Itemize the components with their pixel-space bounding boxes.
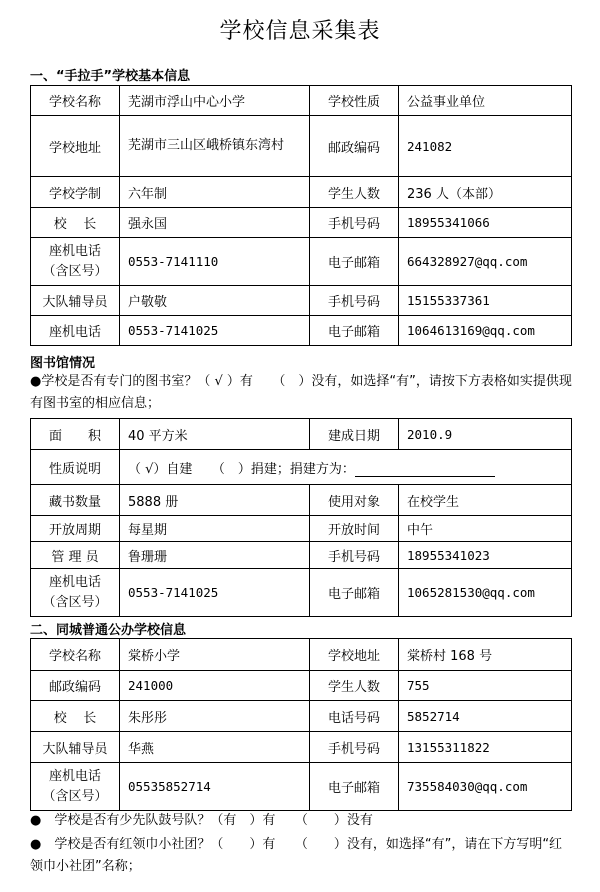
field-label: 电子邮箱 <box>310 316 399 346</box>
field-label: 管 理 员 <box>31 542 120 569</box>
field-label: 手机号码 <box>310 208 399 238</box>
field-label: 大队辅导员 <box>31 732 120 763</box>
section-heading-library: 图书馆情况 <box>30 356 96 371</box>
table-row <box>31 569 572 617</box>
page-title: 学校信息采集表 <box>219 19 381 44</box>
table-row <box>31 763 572 811</box>
field-label: 学生人数 <box>310 177 399 208</box>
field-label: 性质说明 <box>31 450 120 485</box>
table-row <box>31 485 572 516</box>
field-label: 学校性质 <box>310 86 399 116</box>
table-row <box>31 86 572 116</box>
field-value <box>120 450 572 485</box>
field-value: 鲁珊珊 <box>120 542 310 569</box>
field-label: 手机号码 <box>310 286 399 316</box>
table-row <box>31 286 572 316</box>
club-question: ● 学校是否有红领巾小社团？（ ）有 （ ）没有，如选择“有”，请在下方写明“红领巾小社团”名称； <box>30 837 563 874</box>
field-label: 建成日期 <box>310 419 399 450</box>
field-value: 735584030@qq.com <box>399 763 572 811</box>
field-value: 朱彤彤 <box>120 701 310 732</box>
field-value: 241082 <box>399 116 572 177</box>
basic-info-table <box>30 85 572 346</box>
field-value: 强永国 <box>120 208 310 238</box>
field-label: 学校名称 <box>31 639 120 671</box>
field-value: 芜湖市三山区峨桥镇东湾村 <box>120 116 310 177</box>
field-value: 241000 <box>120 671 310 701</box>
table-row <box>31 516 572 542</box>
field-value: 0553-7141110 <box>120 238 310 286</box>
table-row <box>31 542 572 569</box>
field-value: 芜湖市浮山中心小学 <box>120 86 310 116</box>
field-label-line: （含区号） <box>42 594 108 610</box>
table-row <box>31 177 572 208</box>
table-row <box>31 639 572 671</box>
field-value: 棠桥小学 <box>120 639 310 671</box>
field-value: 在校学生 <box>399 485 572 516</box>
field-label: 藏书数量 <box>31 485 120 516</box>
library-question: ●学校是否有专门的图书室？（ √ ）有 （ ）没有，如选择“有”，请按下方表格如实提供现有图书室的相应信息； <box>30 374 572 411</box>
field-label: 手机号码 <box>310 732 399 763</box>
drum-team-question: ● 学校是否有少先队鼓号队？（有 ）有 （ ）没有 <box>30 813 373 828</box>
table-row <box>31 732 572 763</box>
field-value: 05535852714 <box>120 763 310 811</box>
field-label: 开放周期 <box>31 516 120 542</box>
field-label <box>31 763 120 811</box>
field-label: 电话号码 <box>310 701 399 732</box>
field-label: 开放时间 <box>310 516 399 542</box>
field-value: 0553-7141025 <box>120 316 310 346</box>
field-label-line: 座机电话 <box>48 243 101 259</box>
field-label-line: （含区号） <box>42 788 108 804</box>
field-label: 使用对象 <box>310 485 399 516</box>
field-label <box>31 238 120 286</box>
field-value: 13155311822 <box>399 732 572 763</box>
field-value: 棠桥村 168 号 <box>399 639 572 671</box>
field-value: 六年制 <box>120 177 310 208</box>
field-label-line: 座机电话 <box>48 768 101 784</box>
nature-text: （ √）自建 （ ）捐建；捐建方为： <box>128 461 355 477</box>
field-value: 0553-7141025 <box>120 569 310 617</box>
field-value: 40 平方米 <box>120 419 310 450</box>
field-label: 校 长 <box>31 701 120 732</box>
field-label-line: 座机电话 <box>48 574 101 590</box>
field-label: 邮政编码 <box>310 116 399 177</box>
field-value: 2010.9 <box>399 419 572 450</box>
field-label: 邮政编码 <box>31 671 120 701</box>
field-label: 座机电话 <box>31 316 120 346</box>
field-label: 学生人数 <box>310 671 399 701</box>
field-value: 户敬敬 <box>120 286 310 316</box>
donor-blank-line <box>355 462 495 477</box>
table-row <box>31 116 572 177</box>
field-value: 公益事业单位 <box>399 86 572 116</box>
field-label: 大队辅导员 <box>31 286 120 316</box>
partner-school-table <box>30 638 572 811</box>
field-label <box>31 569 120 617</box>
section-heading-partner-school: 二、同城普通公办学校信息 <box>30 623 187 638</box>
field-label: 手机号码 <box>310 542 399 569</box>
field-label-line: （含区号） <box>42 263 108 279</box>
field-value: 中午 <box>399 516 572 542</box>
field-value: 5888 册 <box>120 485 310 516</box>
field-label: 电子邮箱 <box>310 569 399 617</box>
table-row <box>31 316 572 346</box>
field-value: 5852714 <box>399 701 572 732</box>
field-label: 学校学制 <box>31 177 120 208</box>
table-row <box>31 671 572 701</box>
field-label: 校 长 <box>31 208 120 238</box>
section-heading-basic-info: 一、“手拉手”学校基本信息 <box>30 69 191 84</box>
table-row <box>31 208 572 238</box>
field-value: 1064613169@qq.com <box>399 316 572 346</box>
table-row <box>31 238 572 286</box>
field-value: 15155337361 <box>399 286 572 316</box>
table-row <box>31 419 572 450</box>
field-label: 学校地址 <box>31 116 120 177</box>
field-value: 每星期 <box>120 516 310 542</box>
field-value: 18955341023 <box>399 542 572 569</box>
field-value: 664328927@qq.com <box>399 238 572 286</box>
table-row <box>31 701 572 732</box>
field-value: 华燕 <box>120 732 310 763</box>
table-row <box>31 450 572 485</box>
field-label: 电子邮箱 <box>310 238 399 286</box>
field-value: 1065281530@qq.com <box>399 569 572 617</box>
field-label: 面 积 <box>31 419 120 450</box>
field-value: 755 <box>399 671 572 701</box>
field-value: 18955341066 <box>399 208 572 238</box>
field-label: 电子邮箱 <box>310 763 399 811</box>
field-label: 学校名称 <box>31 86 120 116</box>
field-value: 236 人（本部） <box>399 177 572 208</box>
library-table <box>30 418 572 617</box>
field-label: 学校地址 <box>310 639 399 671</box>
